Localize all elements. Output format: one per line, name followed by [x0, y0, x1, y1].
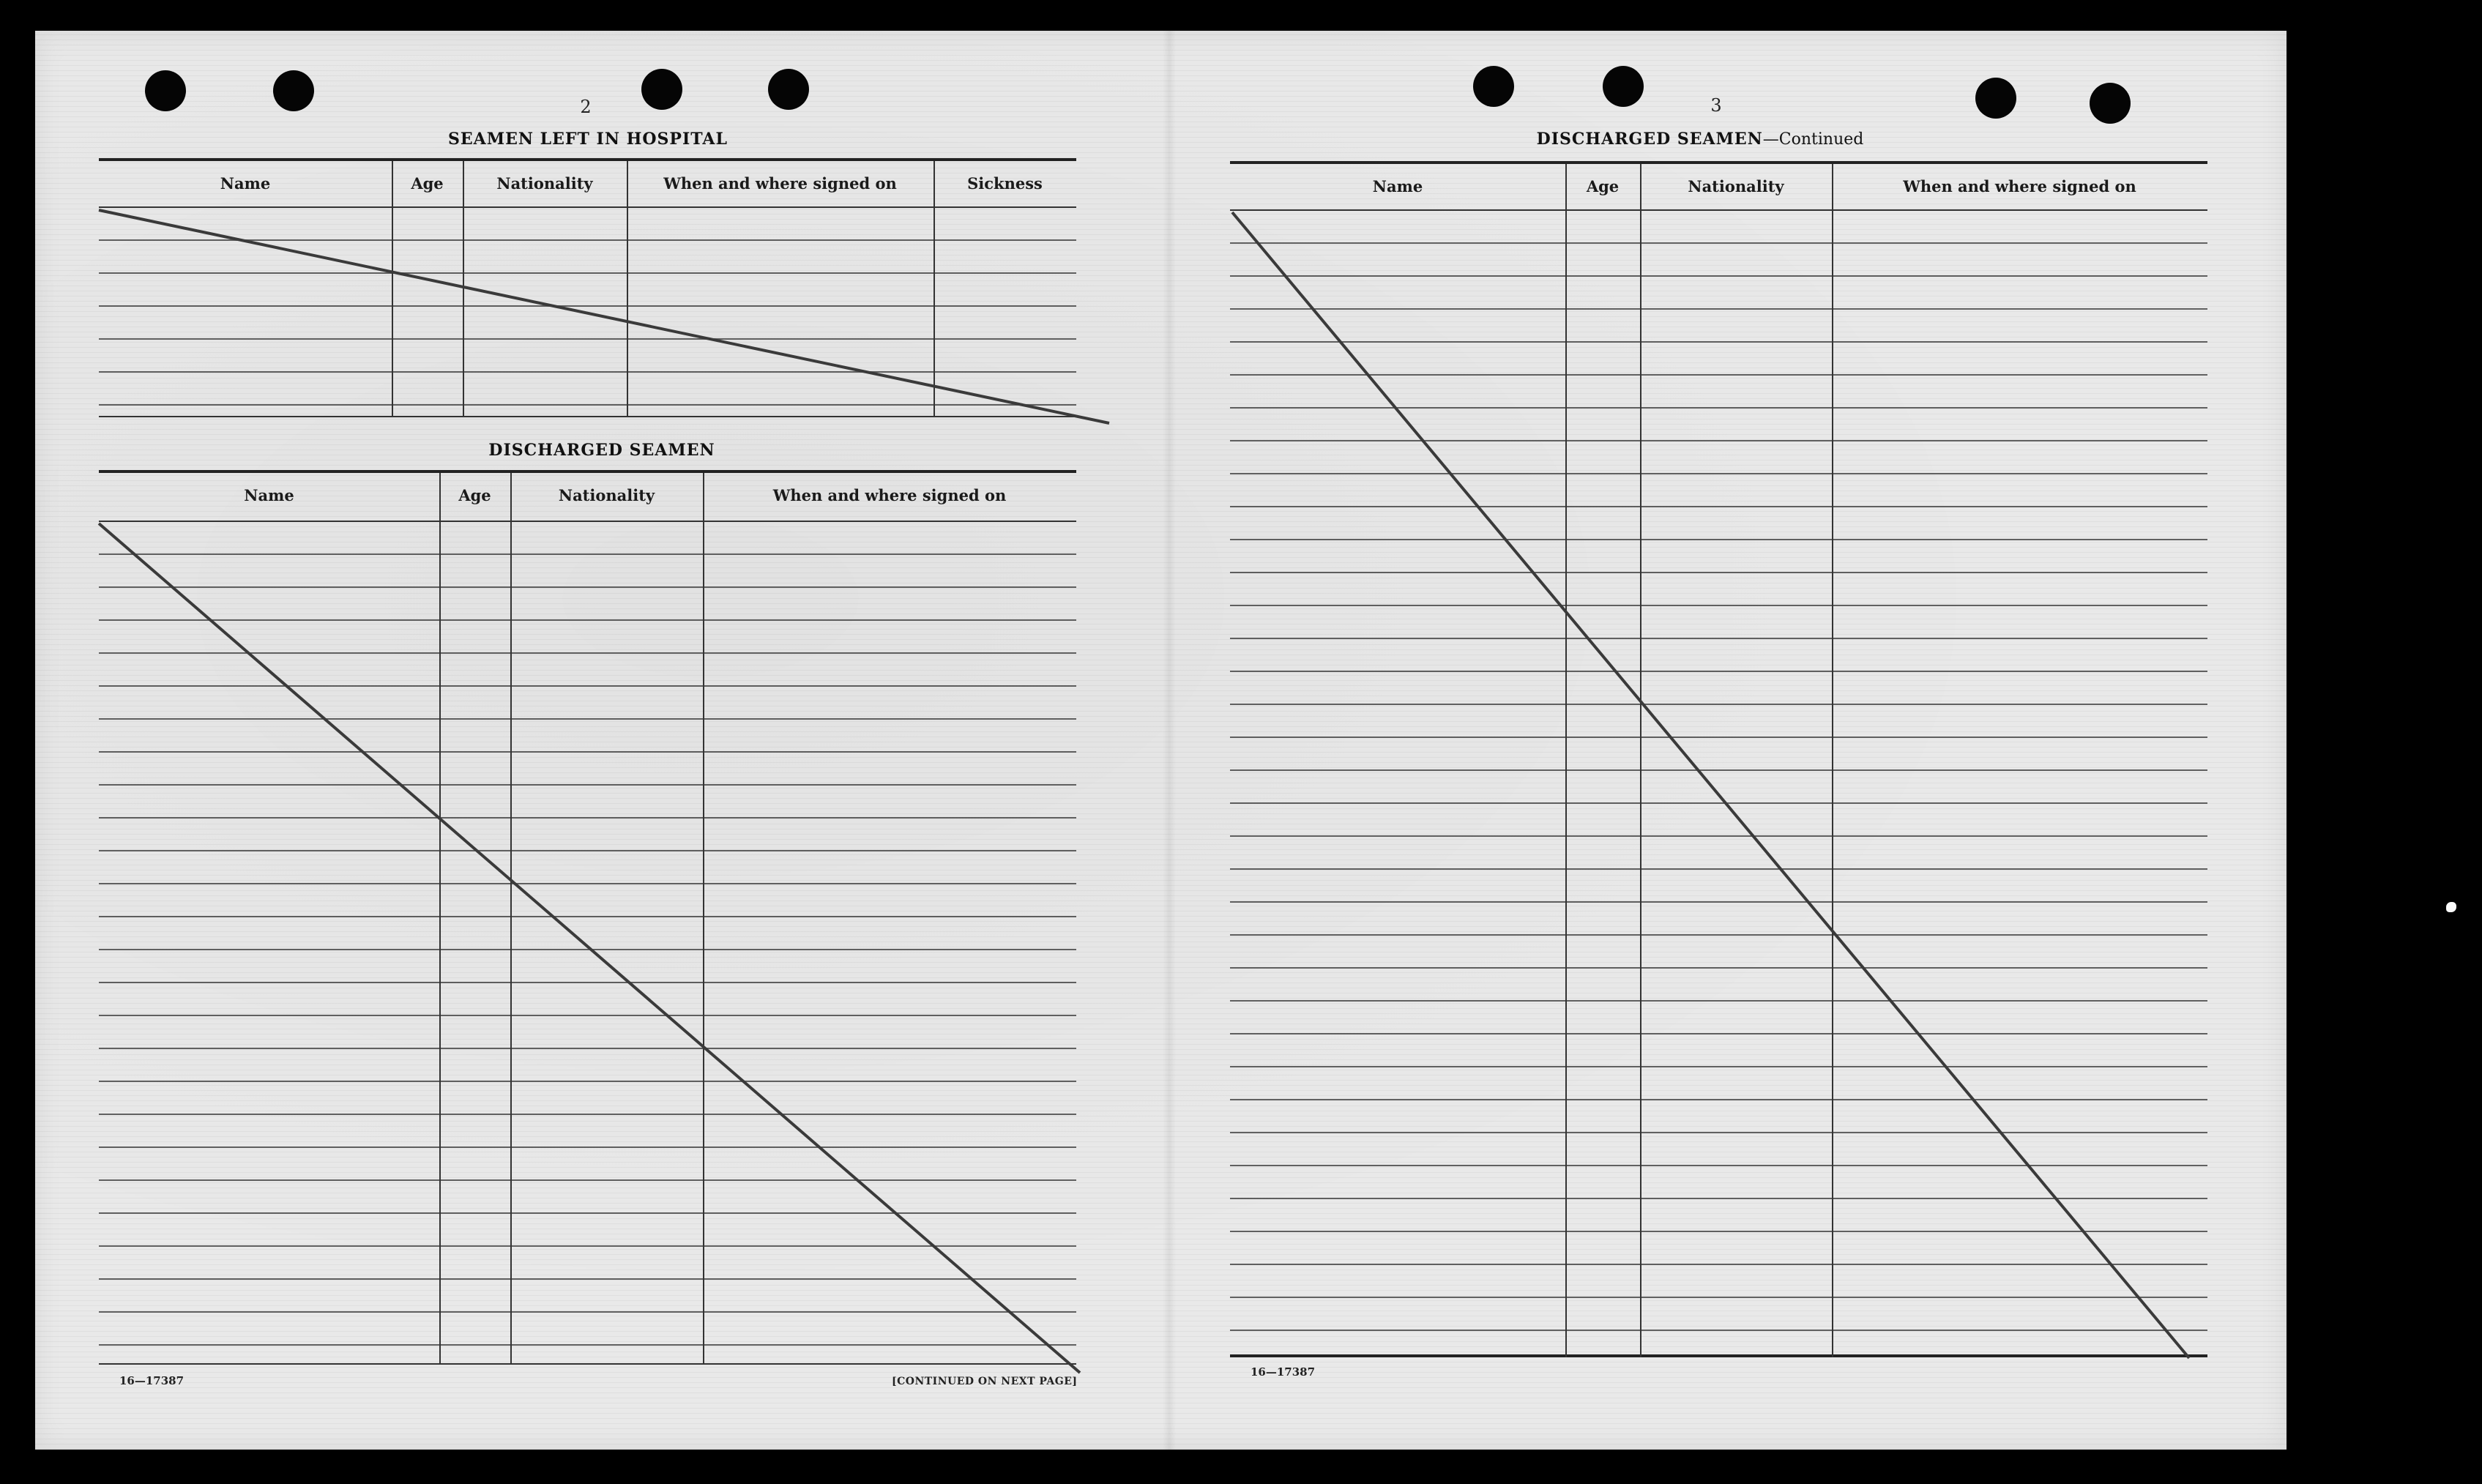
- section-title-discharged: DISCHARGED SEAMEN: [488, 441, 715, 460]
- strike-line-hospital: [99, 210, 1109, 423]
- column-header: Age: [458, 486, 491, 504]
- title-suffix: —Continued: [1762, 130, 1864, 149]
- column-header: When and where signed on: [1903, 177, 2136, 195]
- column-header: Nationality: [1688, 177, 1784, 195]
- column-header: Name: [1372, 177, 1423, 195]
- page-number: 2: [580, 97, 592, 117]
- form-code: 16—17387: [1251, 1365, 1316, 1379]
- title-main: DISCHARGED SEAMEN: [1536, 130, 1763, 149]
- column-header: Nationality: [496, 174, 593, 193]
- continued-note: [CONTINUED ON NEXT PAGE]: [892, 1376, 1078, 1387]
- section-title-hospital: SEAMEN LEFT IN HOSPITAL: [448, 130, 728, 149]
- strike-line-discharged-left: [99, 523, 1080, 1373]
- column-header: Nationality: [558, 486, 655, 504]
- column-header: Name: [244, 486, 294, 504]
- strike-line-discharged-right: [1232, 212, 2189, 1358]
- column-header: When and where signed on: [772, 486, 1007, 504]
- column-header: Age: [1586, 177, 1620, 195]
- column-header: Age: [411, 174, 444, 193]
- page-number: 3: [1710, 95, 1722, 116]
- form-code: 16—17387: [119, 1374, 185, 1387]
- column-header: Sickness: [967, 174, 1043, 193]
- column-header: When and where signed on: [663, 174, 897, 193]
- column-header: Name: [220, 174, 271, 193]
